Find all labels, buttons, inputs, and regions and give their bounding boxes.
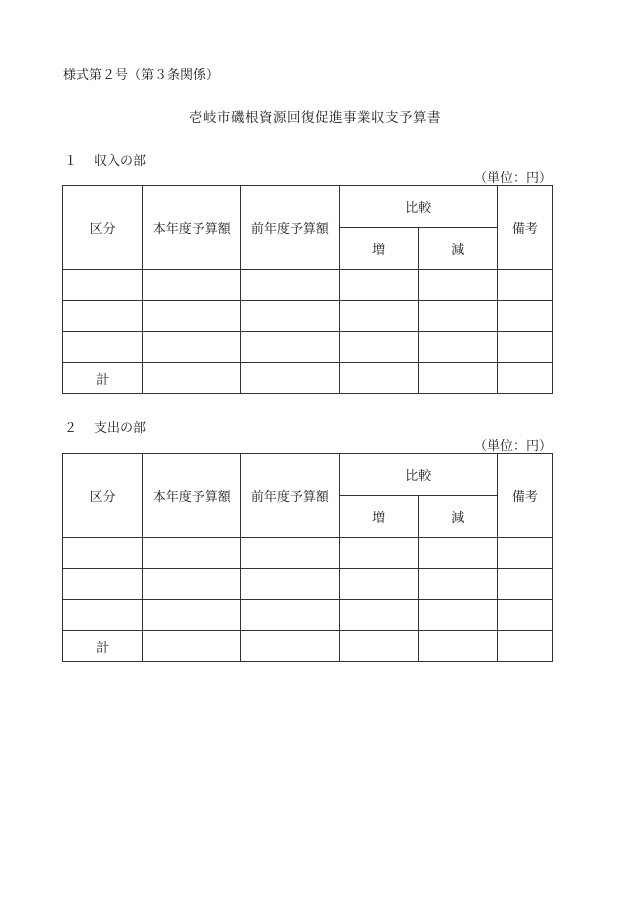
cell-increase[interactable] bbox=[339, 569, 418, 600]
cell-current-budget[interactable] bbox=[143, 600, 241, 631]
cell-remarks[interactable] bbox=[497, 301, 552, 332]
section-heading-expenditure bbox=[64, 417, 146, 436]
section-number: １ bbox=[64, 154, 78, 169]
cell-kubun[interactable] bbox=[63, 538, 143, 569]
section-label: 支出の部 bbox=[94, 421, 147, 436]
cell-remarks[interactable] bbox=[497, 569, 552, 600]
section-heading-income bbox=[64, 150, 146, 169]
cell-kubun[interactable] bbox=[63, 569, 143, 600]
cell-decrease[interactable] bbox=[418, 270, 497, 301]
header-current-budget: 本年度予算額 bbox=[143, 454, 241, 538]
total-label: 計 bbox=[63, 631, 143, 662]
cell-decrease[interactable] bbox=[418, 569, 497, 600]
form-number: 様式第２号（第３条関係） bbox=[63, 68, 220, 83]
cell-remarks[interactable] bbox=[497, 538, 552, 569]
header-comparison: 比較 bbox=[339, 454, 497, 496]
total-row bbox=[63, 363, 553, 394]
cell-increase[interactable] bbox=[339, 538, 418, 569]
cell-current-budget[interactable] bbox=[143, 301, 241, 332]
cell-kubun[interactable] bbox=[63, 332, 143, 363]
cell-previous-budget[interactable] bbox=[241, 363, 339, 394]
cell-decrease[interactable] bbox=[418, 332, 497, 363]
cell-decrease[interactable] bbox=[418, 363, 497, 394]
section-number: ２ bbox=[64, 421, 78, 436]
cell-remarks[interactable] bbox=[497, 600, 552, 631]
cell-remarks[interactable] bbox=[497, 270, 552, 301]
cell-decrease[interactable] bbox=[418, 631, 497, 662]
total-row bbox=[63, 631, 553, 662]
section-label: 収入の部 bbox=[94, 154, 147, 169]
cell-current-budget[interactable] bbox=[143, 363, 241, 394]
cell-increase[interactable] bbox=[339, 631, 418, 662]
cell-current-budget[interactable] bbox=[143, 631, 241, 662]
expenditure-budget-table bbox=[62, 453, 553, 662]
table-row bbox=[63, 538, 553, 569]
header-increase: 増 bbox=[339, 496, 418, 538]
header-decrease: 減 bbox=[418, 496, 497, 538]
table-row bbox=[63, 600, 553, 631]
cell-decrease[interactable] bbox=[418, 538, 497, 569]
total-label: 計 bbox=[63, 363, 143, 394]
cell-current-budget[interactable] bbox=[143, 332, 241, 363]
cell-remarks[interactable] bbox=[497, 332, 552, 363]
table-row bbox=[63, 569, 553, 600]
cell-previous-budget[interactable] bbox=[241, 538, 339, 569]
header-increase: 増 bbox=[339, 228, 418, 270]
cell-kubun[interactable] bbox=[63, 301, 143, 332]
cell-kubun[interactable] bbox=[63, 600, 143, 631]
cell-remarks[interactable] bbox=[497, 631, 552, 662]
header-kubun: 区分 bbox=[63, 186, 143, 270]
cell-decrease[interactable] bbox=[418, 600, 497, 631]
header-previous-budget: 前年度予算額 bbox=[241, 454, 339, 538]
header-remarks: 備考 bbox=[497, 186, 552, 270]
header-previous-budget: 前年度予算額 bbox=[241, 186, 339, 270]
header-decrease: 減 bbox=[418, 228, 497, 270]
header-kubun: 区分 bbox=[63, 454, 143, 538]
cell-previous-budget[interactable] bbox=[241, 631, 339, 662]
income-budget-table bbox=[62, 185, 553, 394]
cell-increase[interactable] bbox=[339, 301, 418, 332]
cell-kubun[interactable] bbox=[63, 270, 143, 301]
cell-increase[interactable] bbox=[339, 270, 418, 301]
cell-increase[interactable] bbox=[339, 600, 418, 631]
header-comparison: 比較 bbox=[339, 186, 497, 228]
cell-previous-budget[interactable] bbox=[241, 569, 339, 600]
cell-increase[interactable] bbox=[339, 363, 418, 394]
cell-previous-budget[interactable] bbox=[241, 600, 339, 631]
unit-label: （単位：円） bbox=[473, 171, 552, 186]
cell-current-budget[interactable] bbox=[143, 538, 241, 569]
unit-label: （単位：円） bbox=[473, 439, 552, 454]
table-row bbox=[63, 332, 553, 363]
header-current-budget: 本年度予算額 bbox=[143, 186, 241, 270]
cell-current-budget[interactable] bbox=[143, 569, 241, 600]
table-row bbox=[63, 270, 553, 301]
header-remarks: 備考 bbox=[497, 454, 552, 538]
cell-current-budget[interactable] bbox=[143, 270, 241, 301]
document-title: 壱岐市磯根資源回復促進事業収支予算書 bbox=[189, 110, 441, 126]
cell-remarks[interactable] bbox=[497, 363, 552, 394]
cell-previous-budget[interactable] bbox=[241, 301, 339, 332]
cell-previous-budget[interactable] bbox=[241, 332, 339, 363]
table-row bbox=[63, 301, 553, 332]
cell-increase[interactable] bbox=[339, 332, 418, 363]
cell-decrease[interactable] bbox=[418, 301, 497, 332]
cell-previous-budget[interactable] bbox=[241, 270, 339, 301]
